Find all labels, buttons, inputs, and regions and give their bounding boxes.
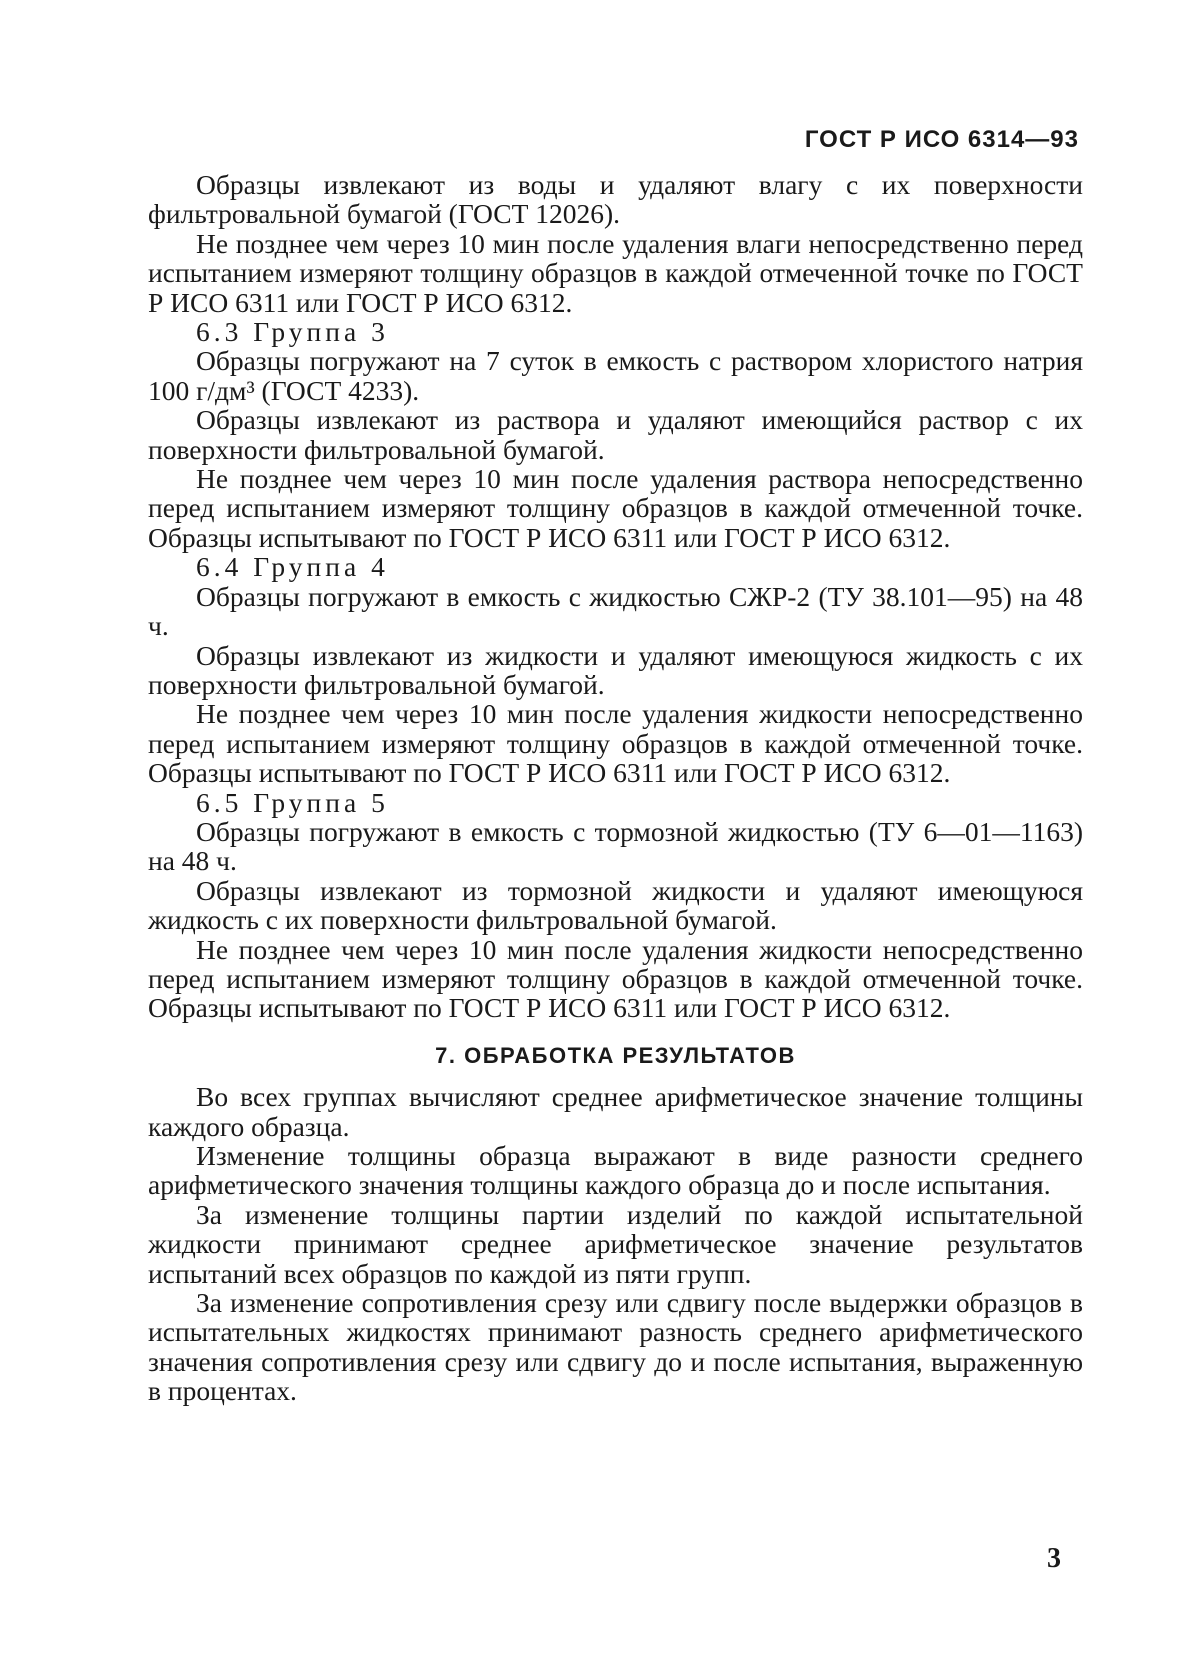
paragraph: Во всех группах вычисляют среднее арифметическое значение толщины каждого образца. [148, 1081, 1083, 1142]
paragraph: Образцы извлекают из тормозной жидкости и удаляют имеющуюся жидкость с их поверхности фильтровальной бумагой. [148, 874, 1083, 936]
page-number: 3 [1047, 1543, 1061, 1574]
subsection-heading-6-5: 6.5 Группа 5 [196, 786, 389, 818]
section-heading-7: 7. ОБРАБОТКА РЕЗУЛЬТАТОВ [435, 1042, 796, 1068]
paragraph: Образцы погружают в емкость с жидкостью СЖР-2 (ТУ 38.101—95) на 48 ч. [148, 580, 1083, 642]
paragraph: Образцы погружают в емкость с тормозной жидкостью (ТУ 6—01—1163) на 48 ч. [148, 815, 1083, 877]
paragraph: Изменение толщины образца выражают в виде разности среднего арифметического значения толщины каждого образца до и после испытания. [148, 1140, 1083, 1201]
paragraph: Не позднее чем через 10 мин после удаления жидкости непосредственно перед испытанием измеряют толщину образцов в каждой отмеченной точке. Образцы испытывают по ГОСТ Р ИСО 6311 или ГОСТ Р ИСО 6312. [148, 698, 1083, 789]
subsection-heading-6-3: 6.3 Группа 3 [196, 316, 389, 348]
body-text [148, 170, 1083, 1406]
paragraph: Образцы погружают на 7 суток в емкость с раствором хлористого натрия 100 г/дм³ (ГОСТ 4233). [148, 345, 1083, 406]
paragraph: Образцы извлекают из раствора и удаляют имеющийся раствор с их поверхности фильтровальной бумагой. [148, 404, 1083, 465]
paragraph: Не позднее чем через 10 мин после удаления раствора непосредственно перед испытанием измеряют толщину образцов в каждой отмеченной точке. Образцы испытывают по ГОСТ Р ИСО 6311 или ГОСТ Р ИСО 6312. [148, 463, 1083, 553]
paragraph: Образцы извлекают из воды и удаляют влагу с их поверхности фильтровальной бумагой (ГОСТ 12026). [148, 169, 1083, 230]
running-header: ГОСТ Р ИСО 6314—93 [804, 126, 1079, 153]
paragraph: Не позднее чем через 10 мин после удаления жидкости непосредственно перед испытанием измеряют толщину образцов в каждой отмеченной точке. Образцы испытывают по ГОСТ Р ИСО 6311 или ГОСТ Р ИСО 6312. [148, 933, 1083, 1024]
paragraph: За изменение сопротивления срезу или сдвигу после выдержки образцов в испытательных жидкостях принимают разность среднего арифметического значения сопротивления срезу или сдвигу до и после испытания, выраженную в процентах. [148, 1287, 1083, 1407]
paragraph: За изменение толщины партии изделий по каждой испытательной жидкости принимают среднее арифметическое значение результатов испытаний всех образцов по каждой из пяти групп. [148, 1198, 1083, 1289]
subsection-heading-6-4: 6.4 Группа 4 [196, 551, 389, 583]
paragraph: Не позднее чем через 10 мин после удаления влаги непосредственно перед испытанием измеряют толщину образцов в каждой отмеченной точке по ГОСТ Р ИСО 6311 или ГОСТ Р ИСО 6312. [148, 227, 1083, 318]
paragraph: Образцы извлекают из жидкости и удаляют имеющуюся жидкость с их поверхности фильтровальной бумагой. [148, 639, 1083, 700]
